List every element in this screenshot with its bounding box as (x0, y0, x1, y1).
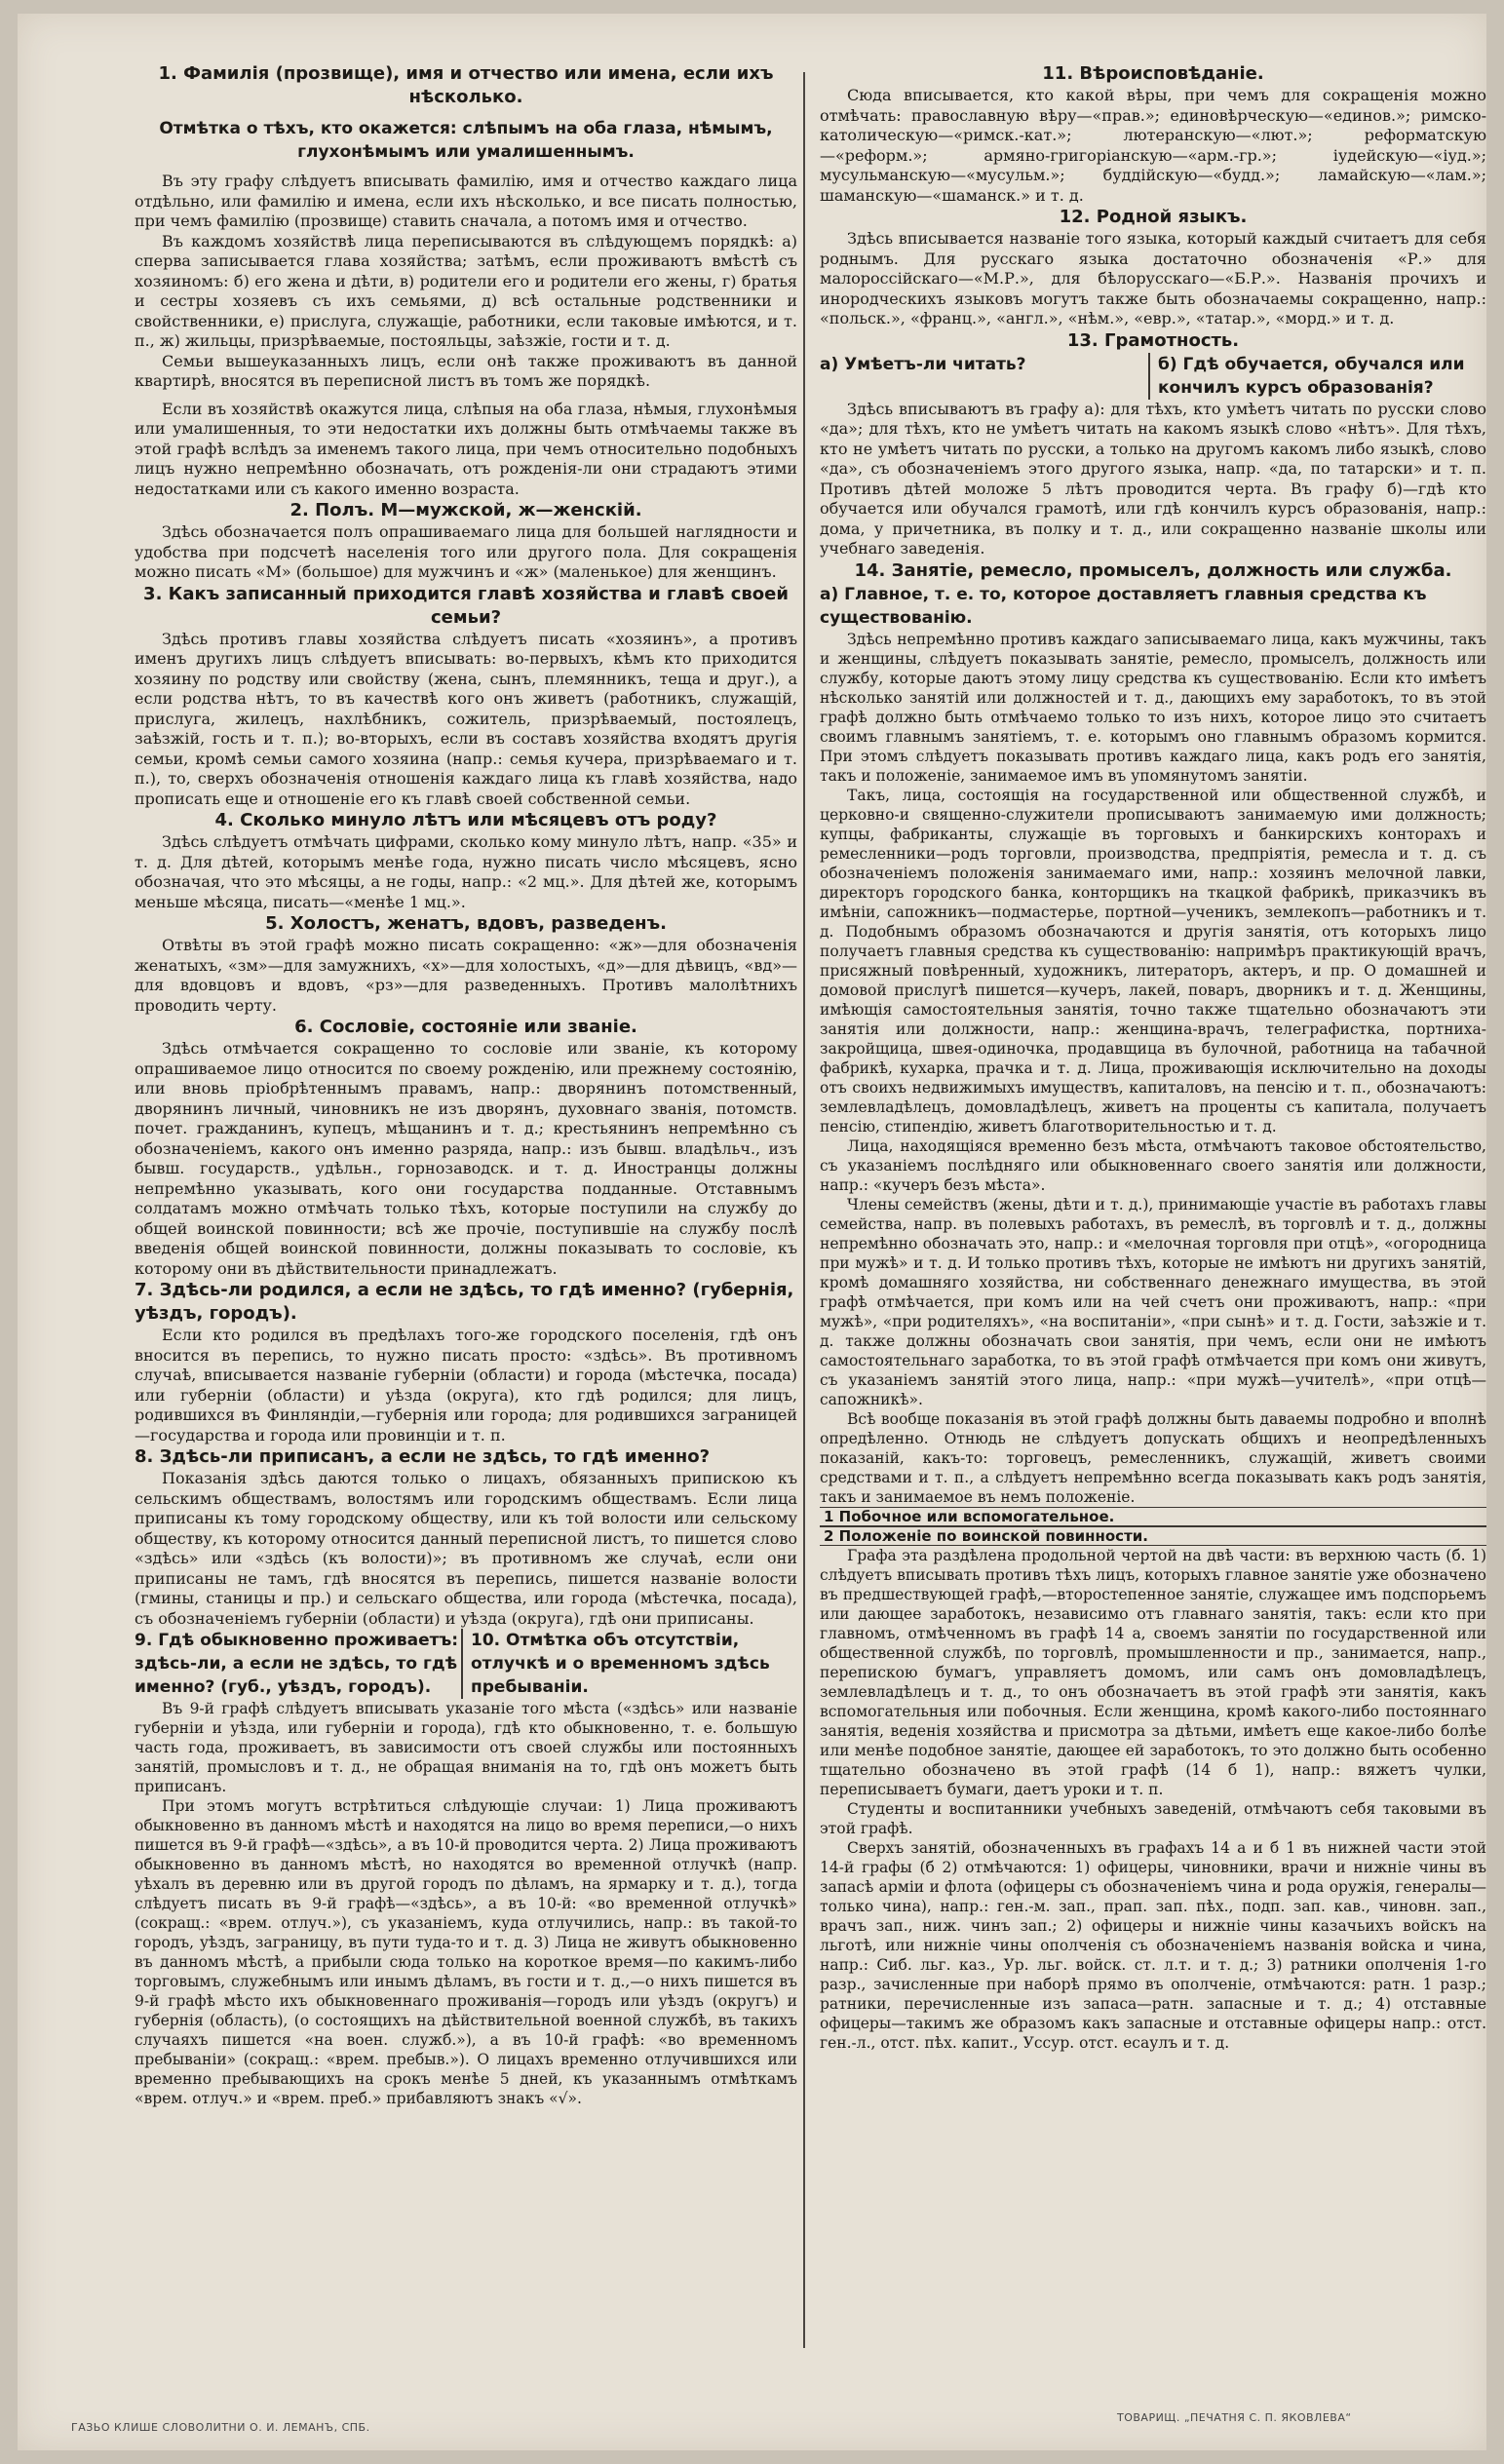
section-8-paragraph: Показанія здѣсь даются только о лицахъ, обязанныхъ припискою къ сельскимъ обществамъ, волостямъ или городскимъ обществамъ. Если лица приписаны къ тому городскому обществу, или къ той волости или сельскому обществу, къ которому относится данный переписной листъ, то пишется слово «здѣсь» или «здѣсь (къ волости)»; въ противномъ же случаѣ, если они приписаны не тамъ, гдѣ вносятся въ перепись, пишется названіе волости (гмины, станицы и пр.) и сельскаго общества, или города (мѣстечка, посада), съ обозначеніемъ губерніи (области) и уѣзда (округа), гдѣ они приписаны. (135, 1469, 797, 1628)
section-3-paragraph: Здѣсь противъ главы хозяйства слѣдуетъ писать «хозяинъ», а противъ именъ другихъ лицъ слѣдуетъ вписывать: во-первыхъ, кѣмъ кто приходится хозяину по родству или свойству (жена, сынъ, племянникъ, теща и друг.), а если родства нѣтъ, то въ качествѣ кого онъ живетъ (работникъ, служащій, прислуга, жилецъ, нахлѣбникъ, сожитель, призрѣваемый, постоялецъ, заѣзжій, гость и т. п.); во-вторыхъ, если въ составъ хозяйства входятъ другія семьи, кромѣ семьи самого хозяина (напр.: семья кучера, призрѣваемаго и т. п.), то, сверхъ обозначенія отношенія каждаго лица къ главѣ хозяйства, надо прописать еще и отношеніе его къ главѣ своей собственной семьи. (135, 629, 797, 808)
section-4-paragraph: Здѣсь слѣдуетъ отмѣчать цифрами, сколько кому минуло лѣтъ, напр. «35» и т. д. Для дѣтей, которымъ менѣе года, нужно писать число мѣсяцевъ, ясно обозначая, что это мѣсяцы, а не годы, напр.: «2 мц.». Для дѣтей же, которымъ меньше мѣсяца, писать—«менѣе 1 мц.». (135, 832, 797, 911)
section-13-subheads (820, 353, 1486, 400)
section-9-title: 9. Гдѣ обыкновенно проживаетъ: здѣсь-ли, а если не здѣсь, то гдѣ именно? (губ., уѣздъ, городъ). (135, 1631, 459, 1697)
section-10-title: 10. Отмѣтка объ отсутствіи, отлучкѣ и о временномъ здѣсь пребываніи. (461, 1629, 797, 1699)
section-11-title: 11. Вѣроисповѣданіе. (1042, 63, 1264, 84)
section-13b-title: б) Гдѣ обучается, обучался или кончилъ курсъ образованія? (1148, 353, 1486, 400)
section-8-title: 8. Здѣсь-ли приписанъ, а если не здѣсь, то гдѣ именно? (135, 1446, 711, 1467)
section-14-paragraph: Члены семействъ (жены, дѣти и т. д.), принимающіе участіе въ работахъ главы семейства, напр. въ полевыхъ работахъ, въ ремеслѣ, въ торговлѣ и т. д., должны непремѣнно обозначать это, напр.: и «мелочная торговля при отцѣ», «огородница при мужѣ» и т. д. И только противъ тѣхъ, которые не имѣютъ ни другихъ занятій, кромѣ домашняго хозяйства, ни собственнаго денежнаго имущества, въ этой графѣ отмѣчается, при комъ или на чей счетъ они проживаютъ, напр.: «при мужѣ», «при родителяхъ», «на воспитаніи», «при сынѣ» и т. д. Гости, заѣзжіе и т. д. также должны обозначать свои занятія, при чемъ, если они не имѣютъ самостоятельнаго заработка, то въ этой графѣ отмѣчается при комъ они живутъ, съ указаніемъ занятій этого лица, напр.: «при мужѣ—учителѣ», «при отцѣ—сапожникѣ». (820, 1195, 1486, 1408)
right-column (820, 62, 1486, 2053)
section-12-title: 12. Родной языкъ. (1059, 207, 1248, 227)
section-14b2-title: 2 Положеніе по воинской повинности. (820, 1526, 1486, 1546)
section-14-paragraph: Графа эта раздѣлена продольной чертой на двѣ части: въ верхнюю часть (б. 1) слѣдуетъ вписывать противъ тѣхъ лицъ, которыхъ главное занятіе уже обозначено въ предшествующей графѣ,—второстепенное занятіе, служащее имъ подспорьемъ или дающее заработокъ, независимо отъ главнаго занятія, такъ: если кто при главномъ, отмѣченномъ въ графѣ 14 а, своемъ занятіи по государственной или общественной службѣ, по торговлѣ, промышленности и пр., занимается, напр., перепискою бумагъ, управляетъ домомъ, или самъ онъ домовладѣлецъ, землевладѣлецъ и т. д., то онъ обозначаетъ въ этой графѣ эти занятія, какъ вспомогательныя или побочныя. Если женщина, кромѣ какого-либо постояннаго занятія, веденія хозяйства и присмотра за дѣтьми, имѣетъ еще какое-либо болѣе или менѣе подобное занятіе, дающее ей заработокъ, то это должно быть особенно тщательно обозначено въ этой графѣ (14 б 1), напр.: вяжетъ чулки, переписываетъ бумаги, даетъ уроки и т. п. (820, 1546, 1486, 1798)
section-11-paragraph: Сюда вписывается, кто какой вѣры, при чемъ для сокращенія можно отмѣчать: православную вѣру—«прав.»; единовѣрческую—«единов.»; римско-католическую—«римск.-кат.»; лютеранскую—«лют.»; реформатскую—«реформ.»; армяно-григоріанскую—«арм.-гр.»; іудейскую—«іуд.»; мусульманскую—«мусульм.»; буддійскую—«будд.»; ламайскую—«лам.»; шаманскую—«шаманск.» и т. д. (820, 86, 1486, 205)
section-6-title: 6. Сословіе, состояніе или званіе. (294, 1017, 637, 1037)
footer-left-imprint: ГАЗЬО КЛИШЕ СЛОВОЛИТНИ О. И. ЛЕМАНЪ, СПБ. (71, 2421, 370, 2434)
section-1-paragraph: Если въ хозяйствѣ окажутся лица, слѣпыя на оба глаза, нѣмыя, глухонѣмыя или умалишенныя, то эти недостатки ихъ должны быть отмѣчаемы также въ этой графѣ вслѣдъ за именемъ такого лица, при чемъ относительно подобныхъ лицъ нужно непремѣнно обозначать, отъ рожденія-ли они страдаютъ этими недостатками или съ какого именно возраста. (135, 399, 797, 498)
section-6-paragraph: Здѣсь отмѣчается сокращенно то сословіе или званіе, къ которому опрашиваемое лицо относится по своему рожденію, или прежнему состоянію, или вновь пріобрѣтеннымъ правамъ, напр.: дворянинъ потомственный, дворянинъ личный, чиновникъ не изъ дворянъ, духовнаго званія, потомств. почет. гражданинъ, купецъ, мѣщанинъ и т. д.; крестьянинъ непремѣнно съ обозначеніемъ, какого онъ именно разряда, напр.: изъ бывш. владѣльч., изъ бывш. государств., удѣльн., горнозаводск. и т. д. Иностранцы должны непремѣнно указывать, кого они государства подданные. Отставнымъ солдатамъ можно отмѣчать только тѣхъ, которые поступили на службу до общей воинской повинности; всѣ же прочіе, поступившіе на службу послѣ введенія общей воинской повинности, должны показывать то сословіе, къ которому они въ дѣйствительности принадлежатъ. (135, 1039, 797, 1278)
section-14-paragraph: Лица, находящіяся временно безъ мѣста, отмѣчаютъ таковое обстоятельство, съ указаніемъ послѣдняго или обыкновеннаго своего занятія или должности, напр.: «кучеръ безъ мѣста». (820, 1136, 1486, 1194)
section-14-paragraph: Здѣсь непремѣнно противъ каждаго записываемаго лица, какъ мужчины, такъ и женщины, слѣдуетъ показывать занятіе, ремесло, промыселъ, должность или службу, которые даютъ этому лицу средства къ существованію. Если кто имѣетъ нѣсколько занятій или должностей и т. д., дающихъ ему заработокъ, то въ этой графѣ должно быть отмѣчаемо только то изъ нихъ, которое лицо это считаетъ своимъ главнымъ занятіемъ, т. е. которымъ оно главнымъ образомъ кормится. При этомъ слѣдуетъ показывать противъ каждаго лица, какъ родъ его занятія, такъ и положеніе, занимаемое имъ въ упомянутомъ занятіи. (820, 630, 1486, 785)
sections-9-10-header (135, 1629, 797, 1699)
column-divider (803, 72, 805, 2348)
section-13-title: 13. Грамотность. (1066, 329, 1240, 351)
section-1-paragraph: Въ эту графу слѣдуетъ вписывать фамилію, имя и отчество каждаго лица отдѣльно, или фамилію и имена, если ихъ нѣсколько, и все писать полностью, при чемъ фамилію (прозвище) ставить сначала, а потомъ имя и отчество. (135, 172, 797, 230)
section-9-paragraph: При этомъ могутъ встрѣтиться слѣдующіе случаи: 1) Лица проживаютъ обыкновенно въ данномъ мѣстѣ и находятся на лицо во время переписи,—о нихъ пишется въ 9-й графѣ—«здѣсь», а въ 10-й проводится черта. 2) Лица проживаютъ обыкновенно въ данномъ мѣстѣ, но находятся во временной отлучкѣ (напр. уѣхалъ въ деревню или въ другой городъ по дѣламъ, на ярмарку и т. д.), тогда слѣдуетъ писать въ 9-й графѣ—«здѣсь», а въ 10-й: «во временной отлучкѣ» (сокращ.: «врем. отлуч.»), съ указаніемъ, куда отлучились, напр.: въ такой-то городъ, уѣздъ, заграницу, въ пути туда-то и т. д. 3) Лица не живутъ обыкновенно въ данномъ мѣстѣ, а прибыли сюда только на короткое время—по какимъ-либо торговымъ, служебнымъ или инымъ дѣламъ, въ гости и т. д.,—о нихъ пишется въ 9-й графѣ мѣсто ихъ обыкновеннаго проживанія—городъ или уѣздъ (округъ) и губернія (область), (о состоящихъ на дѣйствительной военной службѣ, въ такихъ случаяхъ пишется «на воен. служб.»), а въ 10-й графѣ: «во временномъ пребываніи» (сокращ.: «врем. пребыв.»). О лицахъ временно отлучившихся или временно пребывающихъ на срокъ менѣе 5 дней, къ указаннымъ отмѣткамъ «врем. отлуч.» и «врем. преб.» прибавляютъ знакъ «√». (135, 1797, 797, 2107)
section-14a-title: а) Главное, т. е. то, которое доставляетъ главныя средства къ существованію. (820, 584, 1427, 628)
section-13a-title: а) Умѣетъ-ли читать? (820, 354, 1026, 374)
section-4-title: 4. Сколько минуло лѣтъ или мѣсяцевъ отъ роду? (214, 810, 717, 830)
section-7-title: 7. Здѣсь-ли родился, а если не здѣсь, то гдѣ именно? (губернія, уѣздъ, городъ). (135, 1280, 794, 1324)
section-7-paragraph: Если кто родился въ предѣлахъ того-же городского поселенія, гдѣ онъ вносится въ перепись, то нужно писать просто: «здѣсь». Въ противномъ случаѣ, вписывается названіе губерніи (области) и города (мѣстечка, посада) или губерніи (области) и уѣзда (округа), кто гдѣ родился; для лицъ, родившихся въ Финляндіи,—губернія или города; для родившихся заграницей—государства и города или провинціи и т. п. (135, 1326, 797, 1444)
section-1-note: Отмѣтка о тѣхъ, кто окажется: слѣпымъ на оба глаза, нѣмымъ, глухонѣмымъ или умалишеннымъ. (159, 119, 773, 162)
section-2-paragraph: Здѣсь обозначается полъ опрашиваемаго лица для большей наглядности и удобства при подсчетѣ населенія того или другого пола. Для сокращенія можно писать «М» (большое) для мужчинъ и «ж» (маленькое) для женщинъ. (135, 522, 797, 581)
left-column (135, 62, 797, 2108)
census-instruction-sheet (18, 14, 1486, 2450)
section-14-paragraph: Такъ, лица, состоящія на государственной или общественной службѣ, и церковно-и священно-служители прописываютъ занимаемую ими должность; купцы, фабриканты, служащіе въ торговыхъ и банкирскихъ конторахъ и ремесленники—родъ торговли, производства, предпріятія, ремесла и т. д. съ обозначеніемъ положенія занимаемаго ими, напр.: хозяинъ мелочной лавки, директоръ городского банка, конторщикъ на ткацкой фабрикѣ, приказчикъ въ имѣніи, сапожникъ—подмастерье, портной—ученикъ, землекопъ—работникъ и т. д. Подобнымъ образомъ обозначаются и другія занятія, отъ которыхъ лицо получаетъ главныя средства къ существованію: напримѣръ практикующій врачъ, присяжный повѣренный, художникъ, литераторъ, актеръ, и пр. О домашней и домовой прислугѣ пишется—кучеръ, лакей, поваръ, дворникъ и т. д. Женщины, имѣющія самостоятельныя занятія, точно также тщательно обозначаютъ эти занятія или должности, напр.: женщина-врачъ, телеграфистка, портниха-закройщица, швея-одиночка, продавщица въ булочной, работница на табачной фабрикѣ, кухарка, прачка и т. д. Лица, проживающія исключительно на доходы отъ своихъ недвижимыхъ имуществъ, капиталовъ, на пенсію и т. п., обозначаютъ: землевладѣлецъ, домовладѣлецъ, живетъ на проценты съ капитала, получаетъ пенсію, стипендію, живетъ благотворительностью и т. д. (820, 786, 1486, 1136)
section-2-title: 2. Полъ. М—мужской, ж—женскій. (289, 500, 642, 520)
section-3-title: 3. Какъ записанный приходится главѣ хозяйства и главѣ своей семьи? (143, 583, 789, 628)
section-1-paragraph: Въ каждомъ хозяйствѣ лица переписываются въ слѣдующемъ порядкѣ: а) сперва записывается глава хозяйства; затѣмъ, если проживаютъ вмѣстѣ съ хозяиномъ: б) его жена и дѣти, в) родители его и родители его жены, г) братья и сестры хозяевъ съ ихъ семьями, д) всѣ остальные родственники и свойственники, е) прислуга, служащіе, работники, если таковые имѣются, и т. п., ж) жильцы, призрѣваемые, постояльцы, заѣзжіе, гости и т. д. (135, 231, 797, 350)
section-14-paragraph: Всѣ вообще показанія въ этой графѣ должны быть даваемы подробно и вполнѣ опредѣленно. Отнюдь не слѣдуетъ допускать общихъ и неопредѣленныхъ показаній, какъ-то: торговецъ, ремесленникъ, служащій, живетъ своими средствами и т. п., а слѣдуетъ непремѣнно всегда показывать какъ родъ занятія, такъ и занимаемое въ немъ положеніе. (820, 1409, 1486, 1506)
section-14b1-title: 1 Побочное или вспомогательное. (820, 1507, 1486, 1526)
section-5-paragraph: Отвѣты въ этой графѣ можно писать сокращенно: «ж»—для обозначенія женатыхъ, «зм»—для замужнихъ, «х»—для холостыхъ, «д»—для дѣвицъ, «вд»—для вдовцовъ и вдовъ, «рз»—для разведенныхъ. Противъ малолѣтнихъ проводить черту. (135, 936, 797, 1015)
section-14-title: 14. Занятіе, ремесло, промыселъ, должность или служба. (854, 559, 1452, 581)
footer-right-imprint: ТОВАРИЩ. „ПЕЧАТНЯ С. П. ЯКОВЛЕВА“ (1117, 2411, 1352, 2424)
section-14-paragraph: Сверхъ занятій, обозначенныхъ въ графахъ 14 а и б 1 въ нижней части этой 14-й графы (б 2) отмѣчаются: 1) офицеры, чиновники, врачи и нижніе чины въ запасѣ арміи и флота (офицеры съ обозначеніемъ чина и рода оружія, генералы—только чина), напр.: ген.-м. зап., прап. зап. пѣх., подп. зап. кав., чиновн. зап., врачъ зап., ниж. чинъ зап.; 2) офицеры и нижніе чины казачьихъ войскъ на льготѣ, или нижніе чины ополченія съ обозначеніемъ названія войска и чина, напр.: Сиб. льг. каз., Ур. льг. войск. ст. л.т. и т. д.; 3) ратники ополченія 1-го разр., зачисленные при наборѣ прямо въ ополченіе, отмѣчаются: ратн. 1 разр.; ратники, перечисленные изъ запаса—ратн. запасные и т. д.; 4) отставные офицеры—такимъ же образомъ какъ запасные и отставные офицеры напр.: отст. ген.-л., отст. пѣх. капит., Уссур. отст. есаулъ и т. д. (820, 1838, 1486, 2052)
section-12-paragraph: Здѣсь вписывается названіе того языка, который каждый считаетъ для себя роднымъ. Для русскаго языка достаточно обозначенія «Р.» для малороссійскаго—«М.Р.», для бѣлорусскаго—«Б.Р.». Названія прочихъ и инородческихъ языковъ могутъ также быть обозначаемы сокращенно, напр.: «польск.», «франц.», «англ.», «нѣм.», «евр.», «татар.», «морд.» и т. д. (820, 229, 1486, 327)
section-5-title: 5. Холостъ, женатъ, вдовъ, разведенъ. (265, 913, 667, 934)
section-1-paragraph: Семьи вышеуказанныхъ лицъ, если онѣ также проживаютъ въ данной квартирѣ, вносятся въ переписной листъ въ томъ же порядкѣ. (135, 351, 797, 390)
section-13-paragraph: Здѣсь вписываютъ въ графу а): для тѣхъ, кто умѣетъ читать по русски слово «да»; для тѣхъ, кто не умѣетъ читать на какомъ языкѣ слово «нѣтъ». Для тѣхъ, кто не умѣетъ читать по русски, а только на другомъ какомъ либо языкѣ, слово «да», съ обозначеніемъ этого другого языка, напр. «да, по татарски» и т. п. Противъ дѣтей моложе 5 лѣтъ проводится черта. Въ графу б)—гдѣ кто обучается или обучался грамотѣ, или гдѣ кончилъ курсъ образованія, напр.: дома, у причетника, въ полку и т. д., или сокращенно названіе школы или учебнаго заведенія. (820, 399, 1486, 558)
section-9-paragraph: Въ 9-й графѣ слѣдуетъ вписывать указаніе того мѣста («здѣсь» или названіе губерніи и уѣзда, или губерніи и города), гдѣ кто обыкновенно, т. е. большую часть года, проживаетъ, въ зависимости отъ своей службы или постоянныхъ занятій, промысловъ и т. д., не обращая вниманія на то, гдѣ онъ можетъ быть приписанъ. (135, 1700, 797, 1795)
section-1-title: 1. Фамилія (прозвище), имя и отчество или имена, если ихъ нѣсколько. (158, 63, 774, 107)
section-14-paragraph: Студенты и воспитанники учебныхъ заведеній, отмѣчаютъ себя таковыми въ этой графѣ. (820, 1799, 1486, 1837)
